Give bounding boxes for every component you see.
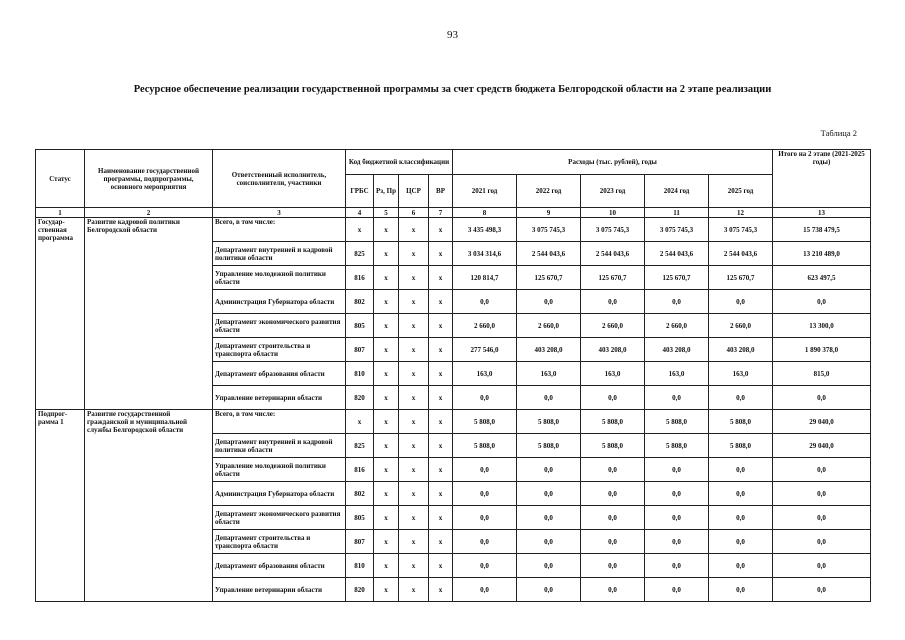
- grbs-cell: 802: [346, 290, 374, 314]
- column-number: 10: [581, 208, 645, 218]
- rzpr-cell: x: [374, 290, 399, 314]
- csr-cell: x: [399, 314, 429, 338]
- total-cell: 13 210 489,0: [773, 242, 871, 266]
- executor-cell: Департамент экономического развития области: [213, 506, 346, 530]
- total-cell: 0,0: [773, 386, 871, 410]
- csr-cell: x: [399, 410, 429, 434]
- rzpr-cell: x: [374, 530, 399, 554]
- rzpr-cell: x: [374, 506, 399, 530]
- year-value-cell: 2 660,0: [709, 314, 773, 338]
- year-value-cell: 0,0: [517, 386, 581, 410]
- rzpr-cell: x: [374, 410, 399, 434]
- year-value-cell: 0,0: [581, 554, 645, 578]
- header-2023: 2023 год: [581, 175, 645, 208]
- year-value-cell: 0,0: [517, 530, 581, 554]
- year-value-cell: 0,0: [453, 290, 517, 314]
- year-value-cell: 3 075 745,3: [581, 218, 645, 242]
- year-value-cell: 0,0: [453, 458, 517, 482]
- document-title: Ресурсное обеспечение реализации государственной программы за счет средств бюджета Белгородской области на 2 этапе реализации: [133, 84, 772, 95]
- table-label: Таблица 2: [820, 128, 857, 138]
- year-value-cell: 5 808,0: [645, 434, 709, 458]
- grbs-cell: 807: [346, 530, 374, 554]
- column-number: 9: [517, 208, 581, 218]
- total-cell: 0,0: [773, 530, 871, 554]
- year-value-cell: 0,0: [453, 506, 517, 530]
- vr-cell: x: [429, 554, 453, 578]
- rzpr-cell: x: [374, 314, 399, 338]
- rzpr-cell: x: [374, 554, 399, 578]
- year-value-cell: 0,0: [581, 482, 645, 506]
- total-cell: 13 300,0: [773, 314, 871, 338]
- year-value-cell: 403 208,0: [709, 338, 773, 362]
- grbs-cell: 820: [346, 386, 374, 410]
- year-value-cell: 2 660,0: [645, 314, 709, 338]
- year-value-cell: 5 808,0: [517, 410, 581, 434]
- year-value-cell: 2 544 043,6: [645, 242, 709, 266]
- status-cell: Государ-ственная программа: [36, 218, 85, 410]
- vr-cell: x: [429, 386, 453, 410]
- rzpr-cell: x: [374, 362, 399, 386]
- total-cell: 0,0: [773, 554, 871, 578]
- executor-cell: Управление ветеринарии области: [213, 578, 346, 602]
- year-value-cell: 0,0: [645, 482, 709, 506]
- year-value-cell: 0,0: [709, 290, 773, 314]
- year-value-cell: 0,0: [709, 530, 773, 554]
- header-expenses: Расходы (тыс. рублей), годы: [453, 150, 773, 175]
- year-value-cell: 0,0: [517, 578, 581, 602]
- csr-cell: x: [399, 482, 429, 506]
- header-csr: ЦСР: [399, 175, 429, 208]
- grbs-cell: 825: [346, 242, 374, 266]
- year-value-cell: 0,0: [581, 578, 645, 602]
- year-value-cell: 125 670,7: [709, 266, 773, 290]
- year-value-cell: 0,0: [581, 506, 645, 530]
- executor-cell: Департамент внутренней и кадровой политики области: [213, 434, 346, 458]
- year-value-cell: 0,0: [581, 290, 645, 314]
- grbs-cell: 807: [346, 338, 374, 362]
- year-value-cell: 0,0: [517, 554, 581, 578]
- header-name: Наименование государственной программы, подпрограммы, основного мероприятия: [85, 150, 213, 208]
- header-2021: 2021 год: [453, 175, 517, 208]
- header-vr: ВР: [429, 175, 453, 208]
- year-value-cell: 0,0: [517, 506, 581, 530]
- year-value-cell: 0,0: [645, 386, 709, 410]
- column-number: 5: [374, 208, 399, 218]
- column-number: 3: [213, 208, 346, 218]
- executor-cell: Всего, в том числе:: [213, 410, 346, 434]
- rzpr-cell: x: [374, 338, 399, 362]
- vr-cell: x: [429, 482, 453, 506]
- executor-cell: Департамент образования области: [213, 554, 346, 578]
- rzpr-cell: x: [374, 482, 399, 506]
- year-value-cell: 0,0: [645, 290, 709, 314]
- executor-cell: Департамент строительства и транспорта области: [213, 530, 346, 554]
- year-value-cell: 0,0: [645, 458, 709, 482]
- executor-cell: Управление ветеринарии области: [213, 386, 346, 410]
- resource-table: [35, 149, 871, 602]
- year-value-cell: 403 208,0: [517, 338, 581, 362]
- year-value-cell: 403 208,0: [581, 338, 645, 362]
- vr-cell: x: [429, 362, 453, 386]
- year-value-cell: 125 670,7: [581, 266, 645, 290]
- status-cell: Подпрог-рамма 1: [36, 410, 85, 602]
- header-budget-code: Код бюджетной классификации: [346, 150, 453, 175]
- vr-cell: x: [429, 530, 453, 554]
- executor-cell: Администрация Губернатора области: [213, 290, 346, 314]
- program-name-cell: Развитие кадровой политики Белгородской области: [85, 218, 213, 410]
- csr-cell: x: [399, 434, 429, 458]
- grbs-cell: 810: [346, 554, 374, 578]
- rzpr-cell: x: [374, 386, 399, 410]
- table-row: [36, 218, 871, 242]
- year-value-cell: 125 670,7: [517, 266, 581, 290]
- grbs-cell: 816: [346, 458, 374, 482]
- table-row: [36, 410, 871, 434]
- year-value-cell: 2 660,0: [453, 314, 517, 338]
- year-value-cell: 5 808,0: [709, 410, 773, 434]
- year-value-cell: 3 075 745,3: [645, 218, 709, 242]
- csr-cell: x: [399, 362, 429, 386]
- vr-cell: x: [429, 218, 453, 242]
- year-value-cell: 125 670,7: [645, 266, 709, 290]
- csr-cell: x: [399, 242, 429, 266]
- year-value-cell: 5 808,0: [645, 410, 709, 434]
- year-value-cell: 3 075 745,3: [709, 218, 773, 242]
- total-cell: 0,0: [773, 482, 871, 506]
- year-value-cell: 0,0: [581, 530, 645, 554]
- year-value-cell: 0,0: [453, 530, 517, 554]
- year-value-cell: 163,0: [645, 362, 709, 386]
- total-cell: 815,0: [773, 362, 871, 386]
- year-value-cell: 0,0: [517, 458, 581, 482]
- year-value-cell: 0,0: [709, 578, 773, 602]
- grbs-cell: 825: [346, 434, 374, 458]
- year-value-cell: 0,0: [453, 578, 517, 602]
- header-rzpr: Рз, Пр: [374, 175, 399, 208]
- grbs-cell: 820: [346, 578, 374, 602]
- column-number: 8: [453, 208, 517, 218]
- vr-cell: x: [429, 458, 453, 482]
- csr-cell: x: [399, 578, 429, 602]
- vr-cell: x: [429, 266, 453, 290]
- year-value-cell: 0,0: [645, 578, 709, 602]
- rzpr-cell: x: [374, 578, 399, 602]
- vr-cell: x: [429, 434, 453, 458]
- executor-cell: Управление молодежной политики области: [213, 458, 346, 482]
- column-number: 7: [429, 208, 453, 218]
- year-value-cell: 0,0: [709, 482, 773, 506]
- vr-cell: x: [429, 314, 453, 338]
- executor-cell: Департамент экономического развития области: [213, 314, 346, 338]
- grbs-cell: 816: [346, 266, 374, 290]
- vr-cell: x: [429, 290, 453, 314]
- grbs-cell: 805: [346, 314, 374, 338]
- csr-cell: x: [399, 386, 429, 410]
- column-number: 2: [85, 208, 213, 218]
- year-value-cell: 5 808,0: [581, 410, 645, 434]
- header-2022: 2022 год: [517, 175, 581, 208]
- vr-cell: x: [429, 506, 453, 530]
- grbs-cell: 802: [346, 482, 374, 506]
- header-status: Статус: [36, 150, 85, 208]
- rzpr-cell: x: [374, 266, 399, 290]
- total-cell: 0,0: [773, 506, 871, 530]
- year-value-cell: 0,0: [645, 554, 709, 578]
- year-value-cell: 5 808,0: [709, 434, 773, 458]
- year-value-cell: 163,0: [517, 362, 581, 386]
- year-value-cell: 5 808,0: [517, 434, 581, 458]
- column-number-row: [36, 208, 871, 218]
- year-value-cell: 0,0: [453, 482, 517, 506]
- year-value-cell: 163,0: [709, 362, 773, 386]
- header-executor: Ответственный исполнитель, соисполнители, участники: [213, 150, 346, 208]
- year-value-cell: 163,0: [581, 362, 645, 386]
- rzpr-cell: x: [374, 218, 399, 242]
- column-number: 12: [709, 208, 773, 218]
- year-value-cell: 0,0: [645, 530, 709, 554]
- column-number: 1: [36, 208, 85, 218]
- page-number: 93: [447, 29, 458, 41]
- year-value-cell: 0,0: [517, 482, 581, 506]
- grbs-cell: 810: [346, 362, 374, 386]
- year-value-cell: 0,0: [517, 290, 581, 314]
- vr-cell: x: [429, 578, 453, 602]
- header-grbs: ГРБС: [346, 175, 374, 208]
- year-value-cell: 0,0: [581, 458, 645, 482]
- year-value-cell: 277 546,0: [453, 338, 517, 362]
- executor-cell: Администрация Губернатора области: [213, 482, 346, 506]
- year-value-cell: 163,0: [453, 362, 517, 386]
- vr-cell: x: [429, 410, 453, 434]
- csr-cell: x: [399, 338, 429, 362]
- csr-cell: x: [399, 530, 429, 554]
- grbs-cell: x: [346, 410, 374, 434]
- year-value-cell: 3 075 745,3: [517, 218, 581, 242]
- total-cell: 1 890 378,0: [773, 338, 871, 362]
- year-value-cell: 0,0: [709, 458, 773, 482]
- total-cell: 0,0: [773, 458, 871, 482]
- executor-cell: Управление молодежной политики области: [213, 266, 346, 290]
- csr-cell: x: [399, 554, 429, 578]
- year-value-cell: 2 544 043,6: [709, 242, 773, 266]
- vr-cell: x: [429, 338, 453, 362]
- year-value-cell: 403 208,0: [645, 338, 709, 362]
- csr-cell: x: [399, 290, 429, 314]
- executor-cell: Департамент строительства и транспорта области: [213, 338, 346, 362]
- year-value-cell: 0,0: [709, 506, 773, 530]
- total-cell: 0,0: [773, 578, 871, 602]
- year-value-cell: 3 034 314,6: [453, 242, 517, 266]
- executor-cell: Всего, в том числе:: [213, 218, 346, 242]
- total-cell: 15 738 479,5: [773, 218, 871, 242]
- year-value-cell: 2 544 043,6: [581, 242, 645, 266]
- year-value-cell: 0,0: [453, 386, 517, 410]
- total-cell: 29 040,0: [773, 434, 871, 458]
- grbs-cell: x: [346, 218, 374, 242]
- program-name-cell: Развитие государственной гражданской и муниципальной службы Белгородской области: [85, 410, 213, 602]
- total-cell: 0,0: [773, 290, 871, 314]
- rzpr-cell: x: [374, 242, 399, 266]
- year-value-cell: 5 808,0: [581, 434, 645, 458]
- year-value-cell: 2 660,0: [517, 314, 581, 338]
- grbs-cell: 805: [346, 506, 374, 530]
- total-cell: 29 040,0: [773, 410, 871, 434]
- year-value-cell: 2 660,0: [581, 314, 645, 338]
- year-value-cell: 0,0: [709, 386, 773, 410]
- csr-cell: x: [399, 218, 429, 242]
- executor-cell: Департамент образования области: [213, 362, 346, 386]
- header-total: Итого на 2 этапе (2021-2025 годы): [773, 150, 871, 208]
- year-value-cell: 0,0: [453, 554, 517, 578]
- column-number: 13: [773, 208, 871, 218]
- csr-cell: x: [399, 458, 429, 482]
- total-cell: 623 497,5: [773, 266, 871, 290]
- year-value-cell: 0,0: [709, 554, 773, 578]
- column-number: 11: [645, 208, 709, 218]
- year-value-cell: 3 435 498,3: [453, 218, 517, 242]
- year-value-cell: 120 814,7: [453, 266, 517, 290]
- column-number: 6: [399, 208, 429, 218]
- header-2024: 2024 год: [645, 175, 709, 208]
- csr-cell: x: [399, 266, 429, 290]
- vr-cell: x: [429, 242, 453, 266]
- year-value-cell: 0,0: [581, 386, 645, 410]
- year-value-cell: 5 808,0: [453, 434, 517, 458]
- rzpr-cell: x: [374, 434, 399, 458]
- header-2025: 2025 год: [709, 175, 773, 208]
- year-value-cell: 0,0: [645, 506, 709, 530]
- year-value-cell: 5 808,0: [453, 410, 517, 434]
- year-value-cell: 2 544 043,6: [517, 242, 581, 266]
- csr-cell: x: [399, 506, 429, 530]
- executor-cell: Департамент внутренней и кадровой политики области: [213, 242, 346, 266]
- rzpr-cell: x: [374, 458, 399, 482]
- column-number: 4: [346, 208, 374, 218]
